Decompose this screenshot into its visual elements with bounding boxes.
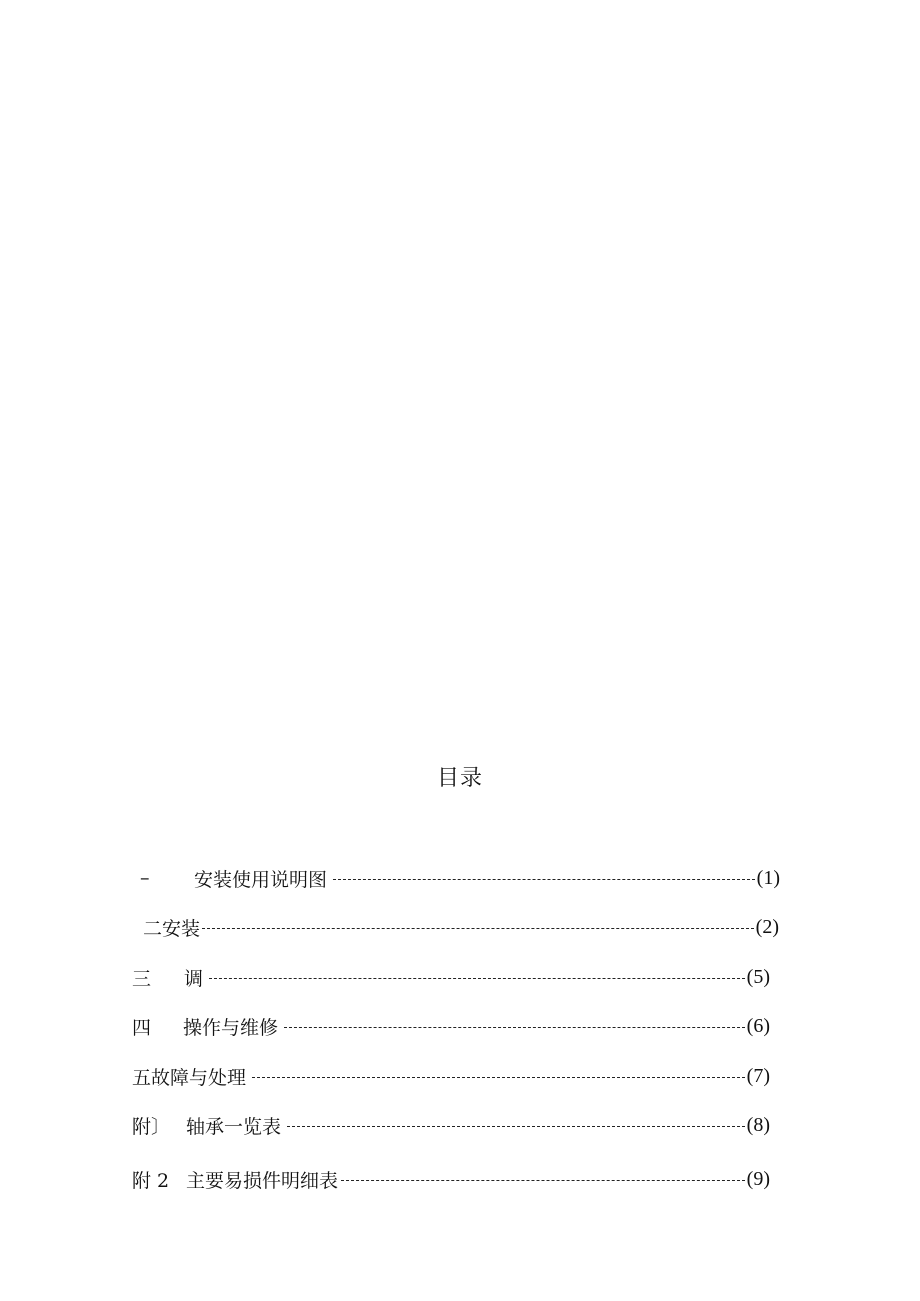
toc-leader xyxy=(287,1126,745,1127)
toc-entry-page: (6) xyxy=(746,1014,770,1037)
toc-entry-label: 轴承一览表 xyxy=(186,1115,282,1138)
toc-entry-number: 附〕 xyxy=(132,1115,171,1138)
toc-entry-label: 二安装 xyxy=(143,917,201,940)
toc-leader xyxy=(341,1180,745,1181)
toc-entry-number: – xyxy=(140,867,150,889)
toc-leader xyxy=(252,1077,745,1078)
toc-entry xyxy=(140,864,780,892)
toc-entry-number: 附 2 xyxy=(132,1169,170,1192)
toc-title: 目录 xyxy=(436,766,483,791)
toc-entry xyxy=(132,963,770,991)
toc-entry-page: (7) xyxy=(746,1064,770,1087)
toc-entry-page: (2) xyxy=(755,915,779,938)
toc-entry-page: (5) xyxy=(746,965,770,988)
toc-entry-page: (8) xyxy=(746,1113,770,1136)
toc-entry-label: 安装使用说明图 xyxy=(194,868,328,891)
toc-entry xyxy=(132,1165,770,1193)
toc-leader xyxy=(333,879,755,880)
toc-entry-label: 主要易损件明细表 xyxy=(186,1169,339,1192)
toc-entry-number: 三 xyxy=(132,967,152,990)
toc-leader xyxy=(202,928,754,929)
toc-entry xyxy=(132,1111,770,1139)
toc-entry-label: 五故障与处理 xyxy=(132,1066,247,1089)
toc-leader xyxy=(284,1027,745,1028)
toc-entry-page: (1) xyxy=(756,866,780,889)
toc-entry-number: 四 xyxy=(132,1016,152,1039)
toc-entry-page: (9) xyxy=(746,1167,770,1190)
toc-entry xyxy=(132,1062,770,1090)
toc-entry-label: 操作与维修 xyxy=(183,1016,279,1039)
toc-leader xyxy=(209,978,745,979)
toc-entry-label: 调 xyxy=(184,967,204,990)
toc-entry xyxy=(132,1012,770,1040)
toc-entry xyxy=(143,913,779,941)
